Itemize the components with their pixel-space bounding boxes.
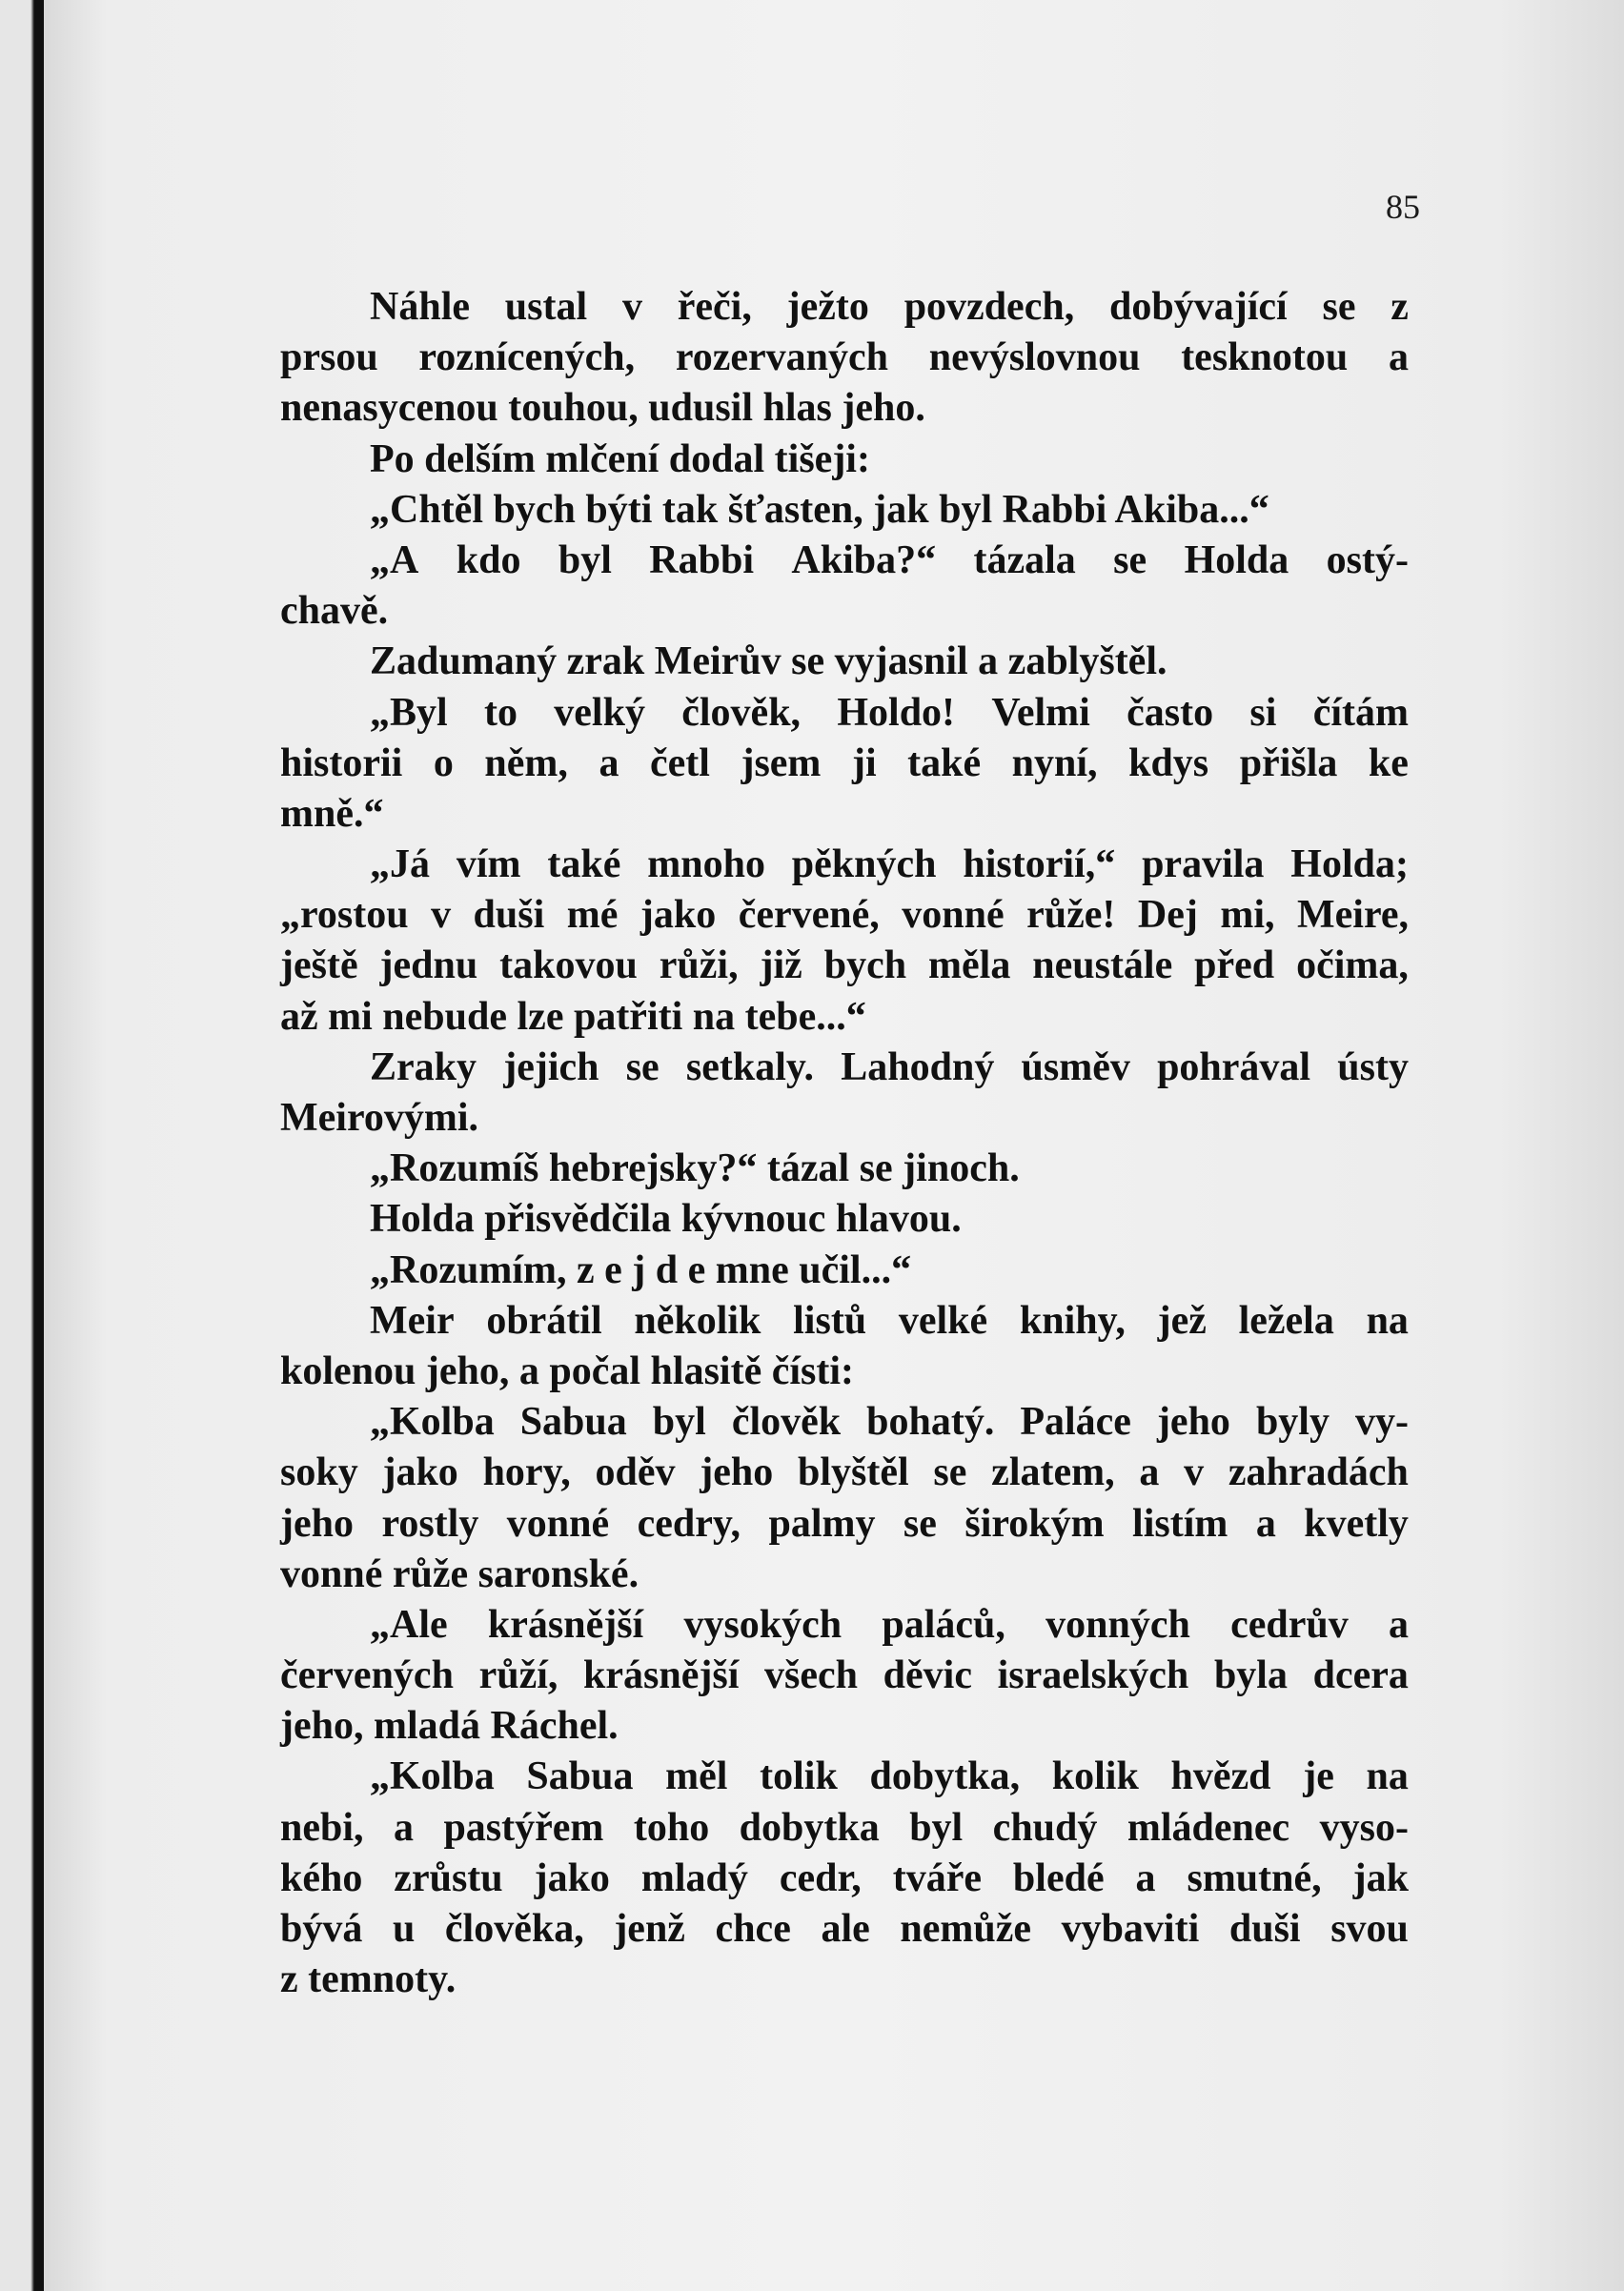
text-line: nenasycenou touhou, udusil hlas jeho. (280, 386, 925, 431)
text-line: Meir obrátil několik listů velké knihy, jež ležela na (370, 1298, 1409, 1343)
text-line: chavě. (280, 589, 389, 634)
text-line: Meirovými. (280, 1096, 478, 1140)
text-line: „Byl to velký člověk, Holdo! Velmi často si čítám (370, 690, 1409, 735)
text-line: ještě jednu takovou růži, již bych měla neustále před očima, (280, 943, 1409, 988)
text-line: historii o něm, a četl jsem ji také nyní, kdys přišla ke (280, 740, 1409, 785)
text-line: Po delším mlčení dodal tišeji: (370, 436, 870, 481)
text-line: „Rozumíš hebrejsky?“ tázal se jinoch. (370, 1146, 1020, 1191)
text-line: „Chtěl bych býti tak šťasten, jak byl Rabbi Akiba...“ (370, 487, 1269, 532)
text-line: Zraky jejich se setkaly. Lahodný úsměv pohrával ústy (370, 1044, 1409, 1089)
text-line: „Kolba Sabua měl tolik dobytka, kolik hvězd je na (370, 1754, 1409, 1799)
text-line: bývá u člověka, jenž chce ale nemůže vybaviti duši svou (280, 1907, 1409, 1951)
text-line: kolenou jeho, a počal hlasitě čísti: (280, 1348, 855, 1393)
text-line: až mi nebude lze patřiti na tebe...“ (280, 994, 866, 1039)
text-line: „Rozumím, z e j d e mne učil...“ (370, 1247, 912, 1292)
text-line: jeho, mladá Ráchel. (280, 1704, 619, 1749)
text-line: červených růží, krásnější všech děvic israelských byla dcera (280, 1653, 1409, 1698)
text-line: Náhle ustal v řeči, ježto povzdech, dobývající se z (370, 285, 1409, 329)
text-line: soky jako hory, oděv jeho blyštěl se zlatem, a v zahradách (280, 1450, 1409, 1495)
text-line: mně.“ (280, 791, 384, 836)
text-line: „A kdo byl Rabbi Akiba?“ tázala se Holda ostý- (370, 537, 1409, 582)
text-line: „Ale krásnější vysokých paláců, vonných cedrův a (370, 1602, 1409, 1647)
text-line: kého zrůstu jako mladý cedr, tváře bledé a smutné, jak (280, 1855, 1409, 1900)
text-line: nebi, a pastýřem toho dobytka byl chudý mládenec vyso- (280, 1805, 1409, 1850)
text-line: „rostou v duši mé jako červené, vonné růže! Dej mi, Meire, (280, 893, 1409, 938)
page-number: 85 (1386, 188, 1420, 226)
book-spine-edge (0, 0, 44, 2291)
text-line: jeho rostly vonné cedry, palmy se širokým listím a kvetly (280, 1501, 1409, 1546)
text-line: „Já vím také mnoho pěkných historií,“ pravila Holda; (370, 842, 1409, 887)
text-line: „Kolba Sabua byl člověk bohatý. Paláce jeho byly vy- (370, 1400, 1409, 1445)
text-line: prsou roznícených, rozervaných nevýslovnou tesknotou a (280, 335, 1409, 380)
text-line: Holda přisvědčila kývnouc hlavou. (370, 1197, 962, 1242)
text-line: Zadumaný zrak Meirův se vyjasnil a zablyštěl. (370, 639, 1167, 684)
text-line: z temnoty. (280, 1957, 457, 2002)
text-line: vonné růže saronské. (280, 1551, 639, 1596)
body-text (280, 282, 1409, 2005)
